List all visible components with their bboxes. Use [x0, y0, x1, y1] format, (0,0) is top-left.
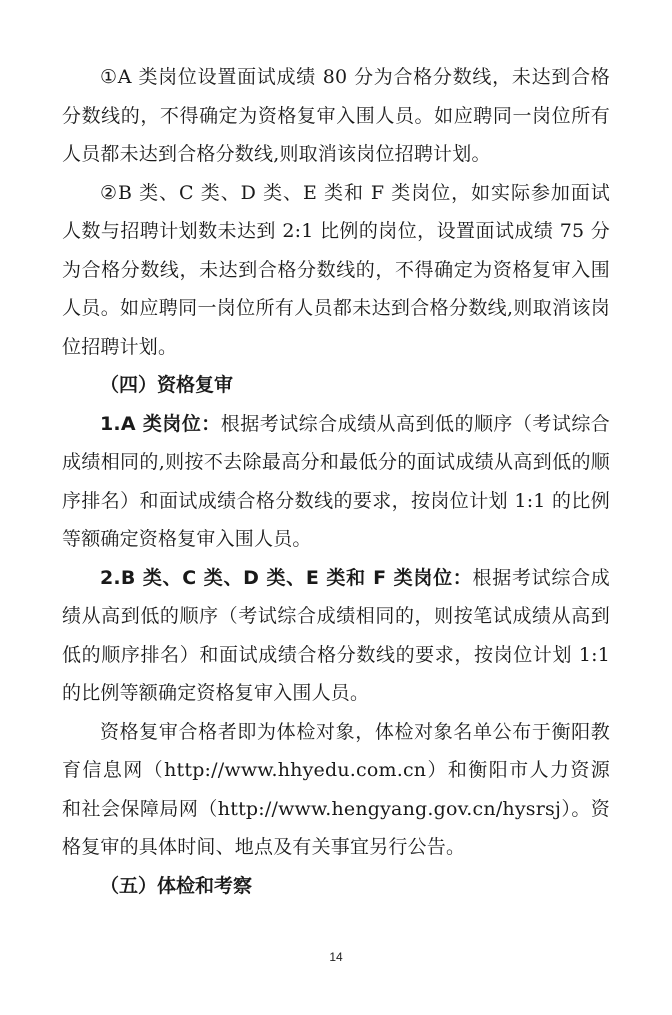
section-heading-qualification-review: （四）资格复审: [100, 374, 234, 396]
page-number: 14: [329, 950, 343, 964]
paragraph-text: ②B 类、C 类、D 类、E 类和 F 类岗位，如实际参加面试人数与招聘计划数未达到 2:1 比例的岗位，设置面试成绩 75 分为合格分数线，未达到合格分数线的，不得确定为资格复审入围人员。如应聘同一岗位所有人员都未达到合格分数线,则取消该岗位招聘计划。: [62, 181, 610, 358]
document-body: [62, 58, 610, 905]
paragraph-bcdef-review: [62, 559, 610, 713]
paragraph-medical-exam-notice: [62, 713, 610, 867]
paragraph-text: ①A 类岗位设置面试成绩 80 分为合格分数线，未达到合格分数线的，不得确定为资格复审入围人员。如应聘同一岗位所有人员都未达到合格分数线,则取消该岗位招聘计划。: [62, 66, 610, 165]
paragraph-lead: 1.A 类岗位：: [100, 412, 221, 435]
paragraph-bcdef-passing-score: [62, 174, 610, 367]
paragraph-lead: 2.B 类、C 类、D 类、E 类和 F 类岗位：: [100, 566, 473, 589]
section-heading-medical-and-inspection: （五）体检和考察: [100, 874, 253, 897]
paragraph-text: 根据考试综合成绩从高到低的顺序（考试综合成绩相同的，则按笔试成绩从高到低的顺序排名）和面试成绩合格分数线的要求，按岗位计划 1:1 的比例等额确定资格复审入围人员。: [62, 566, 610, 704]
paragraph-a-review: [62, 405, 610, 559]
paragraph-text: 根据考试综合成绩从高到低的顺序（考试综合成绩相同的,则按不去除最高分和最低分的面试成绩从高到低的顺序排名）和面试成绩合格分数线的要求，按岗位计划 1:1 的比例等额确定资格复审入围人员。: [62, 412, 610, 550]
paragraph-a-passing-score: [62, 58, 610, 174]
paragraph-text: 资格复审合格者即为体检对象，体检对象名单公布于衡阳教育信息网（http://www.hhyedu.com.cn）和衡阳市人力资源和社会保障局网（http://www.hengyang.gov.cn/hysrsj）。资格复审的具体时间、地点及有关事宜另行公告。: [62, 720, 610, 858]
